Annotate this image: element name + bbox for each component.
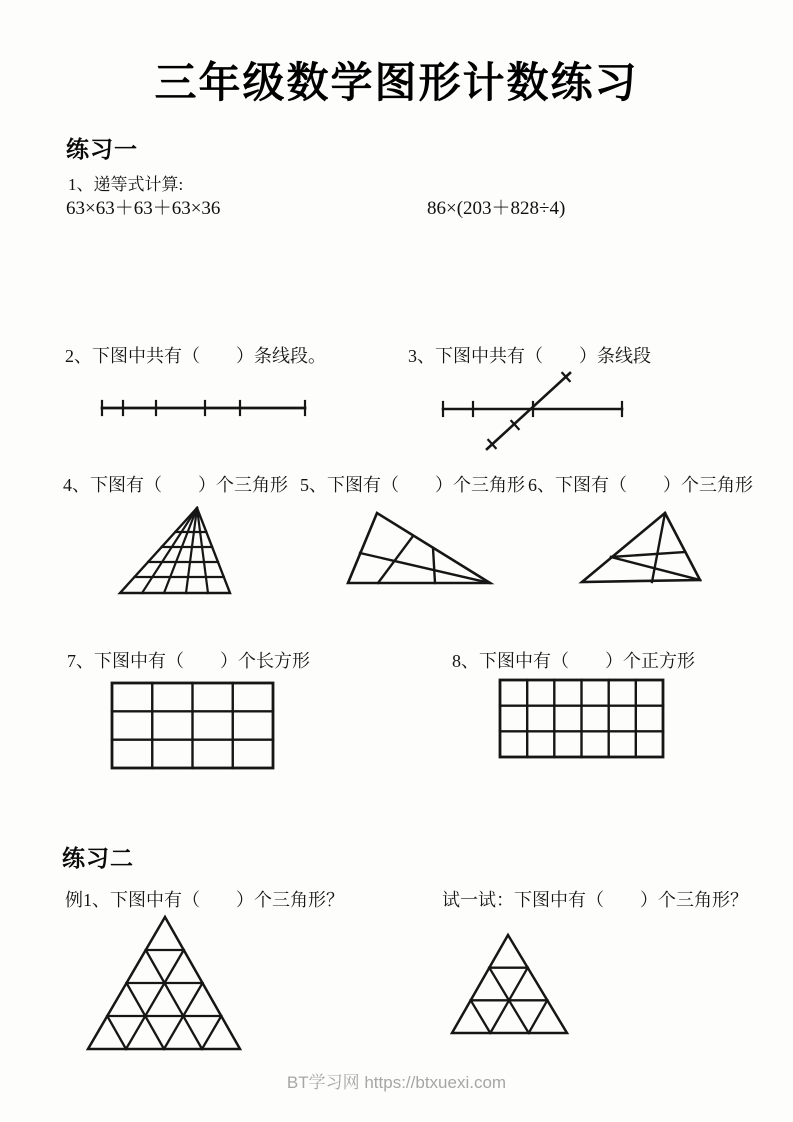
figure-rectangle-grid <box>110 681 275 770</box>
section-1-heading: 练习一 <box>66 136 138 162</box>
figure-subdivided-triangle-4rows <box>80 910 250 1058</box>
figure-triangle-inner-lines-5 <box>340 505 500 590</box>
figure-fan-triangle-grid <box>108 500 238 602</box>
figure-subdivided-triangle-3rows <box>445 920 575 1040</box>
problem-1-expression-left: 63×63＋63＋63×36 <box>66 198 221 219</box>
example-1-text: 例1、下图中有（ ）个三角形？ <box>65 890 344 910</box>
figure-square-grid <box>498 678 665 759</box>
problem-1-label: 1、递等式计算: <box>68 175 184 194</box>
problem-7-text: 7、下图中有（ ）个长方形 <box>67 651 310 671</box>
section-2-heading: 练习二 <box>62 845 134 871</box>
figure-ticked-line-segment <box>95 395 315 425</box>
figure-crossing-ticked-lines <box>425 360 635 460</box>
try-it-text: 试一试：下图中有（ ）个三角形？ <box>442 890 748 910</box>
footer-watermark: BT学习网 https://btxuexi.com <box>286 1073 507 1092</box>
problem-8-text: 8、下图中有（ ）个正方形 <box>452 651 695 671</box>
figure-triangle-inner-lines-6 <box>575 505 710 590</box>
problem-2-text: 2、下图中共有（ ）条线段。 <box>65 346 326 366</box>
page-title: 三年级数学图形计数练习 <box>154 59 639 106</box>
problem-5-text: 5、下图有（ ）个三角形 <box>300 475 525 495</box>
problem-1-expression-right: 86×(203＋828÷4) <box>427 198 566 219</box>
problem-3-text: 3、下图中共有（ ）条线段 <box>408 346 651 366</box>
problem-6-text: 6、下图有（ ）个三角形 <box>528 475 753 495</box>
problem-4-text: 4、下图有（ ）个三角形 <box>63 475 288 495</box>
